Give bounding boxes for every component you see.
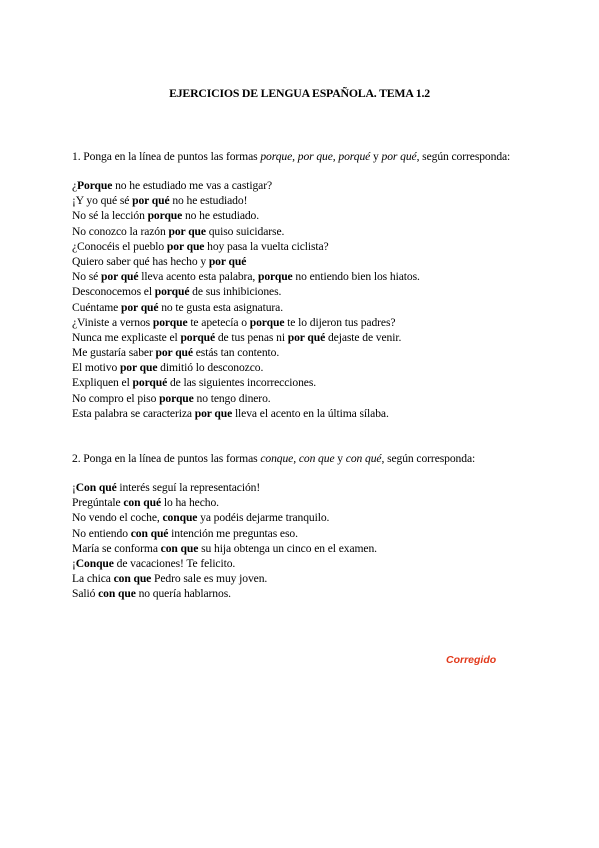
italic-term: porque, por que, porqué bbox=[260, 150, 371, 163]
text-run: No compro el piso bbox=[72, 391, 160, 405]
text-run: no quería hablarnos. bbox=[135, 587, 231, 601]
text-run: Me gustaría saber bbox=[72, 346, 156, 360]
text-run: 1. Ponga en la línea de puntos las formas bbox=[72, 150, 261, 163]
text-run: ¡ bbox=[72, 481, 76, 494]
text-run: No sé la lección bbox=[72, 209, 148, 223]
text-run: de tus penas ni bbox=[215, 330, 288, 344]
text-run: intención me preguntas eso. bbox=[168, 526, 298, 540]
answer-word: con que bbox=[113, 572, 152, 586]
text-run: Expliquen el bbox=[72, 376, 133, 390]
text-run: ¿Viniste a vernos bbox=[72, 315, 153, 329]
answer-word: porque bbox=[249, 315, 285, 329]
exercise-sentence bbox=[72, 526, 542, 541]
text-run: No entiendo bbox=[72, 526, 131, 540]
answer-word: con qué bbox=[130, 526, 169, 540]
answer-word: porqué bbox=[132, 376, 168, 390]
exercise-sentence bbox=[72, 208, 542, 223]
exercise-sentence bbox=[72, 239, 542, 254]
answer-word: Con qué bbox=[75, 481, 117, 494]
text-run: ¡ bbox=[72, 556, 76, 570]
text-run: de las siguientes incorrecciones. bbox=[167, 376, 317, 390]
exercise-sentence bbox=[72, 495, 542, 510]
exercise-sentence bbox=[72, 178, 542, 193]
text-run: La chica bbox=[72, 572, 114, 586]
text-run: interés seguí la representación! bbox=[116, 481, 261, 494]
exercise-sentence bbox=[72, 224, 542, 239]
answer-word: con qué bbox=[123, 496, 162, 510]
exercise-sentence bbox=[72, 254, 542, 269]
text-run: El motivo bbox=[72, 361, 120, 375]
text-run: ¿Conocéis el pueblo bbox=[72, 239, 167, 253]
corrected-stamp: Corregido bbox=[446, 654, 497, 666]
text-run: Desconocemos el bbox=[72, 285, 155, 299]
exercise-sentence bbox=[72, 315, 542, 330]
exercise-sentence bbox=[72, 375, 542, 390]
answer-word: por qué bbox=[155, 346, 193, 360]
text-run: María se conforma bbox=[72, 541, 161, 555]
text-run: y bbox=[370, 150, 382, 163]
text-run: Esta palabra se caracteriza bbox=[72, 406, 195, 420]
text-run: Salió bbox=[72, 587, 99, 601]
exercise-sentence bbox=[72, 391, 542, 406]
exercise-2-sentences bbox=[72, 480, 542, 602]
text-run: no he estudiado me vas a castigar? bbox=[112, 179, 273, 192]
document-title: EJERCICIOS DE LENGUA ESPAÑOLA. TEMA 1.2 bbox=[169, 86, 430, 100]
text-run: , según corresponda: bbox=[416, 150, 511, 163]
text-run: No vendo el coche, bbox=[72, 511, 163, 525]
exercise-sentence bbox=[72, 330, 542, 345]
text-run: lo ha hecho. bbox=[161, 496, 219, 510]
exercise-sentence bbox=[72, 284, 542, 299]
exercise-1-sentences bbox=[72, 178, 542, 421]
text-run: dimitió lo desconozco. bbox=[157, 361, 264, 375]
text-run: hoy pasa la vuelta ciclista? bbox=[204, 239, 329, 253]
answer-word: por qué bbox=[121, 300, 159, 314]
text-run: no tengo dinero. bbox=[193, 391, 271, 405]
text-run: no he estudiado. bbox=[182, 209, 260, 223]
text-run: Quiero saber qué has hecho y bbox=[72, 254, 209, 268]
answer-word: porque bbox=[152, 315, 188, 329]
text-run: lleva el acento en la última sílaba. bbox=[232, 406, 389, 420]
italic-term: con qué bbox=[345, 452, 382, 465]
exercise-sentence bbox=[72, 360, 542, 375]
exercise-sentence bbox=[72, 586, 542, 601]
italic-term: por qué bbox=[381, 150, 417, 163]
text-run: lleva acento esta palabra, bbox=[138, 270, 258, 284]
answer-word: por qué bbox=[101, 270, 139, 284]
text-run: ¡Y yo qué sé bbox=[72, 194, 133, 208]
text-run: te lo dijeron tus padres? bbox=[284, 315, 396, 329]
exercise-2-instruction bbox=[72, 452, 475, 465]
text-run: Pedro sale es muy joven. bbox=[151, 572, 268, 586]
exercise-1-instruction bbox=[72, 150, 510, 163]
answer-word: por que bbox=[119, 361, 158, 375]
text-run: No conozco la razón bbox=[72, 224, 169, 238]
exercise-sentence bbox=[72, 269, 542, 284]
exercise-sentence bbox=[72, 541, 542, 556]
answer-word: porque bbox=[159, 391, 194, 405]
exercise-sentence bbox=[72, 556, 542, 571]
exercise-sentence bbox=[72, 300, 542, 315]
text-run: quiso suicidarse. bbox=[205, 224, 285, 238]
exercise-sentence bbox=[72, 480, 542, 495]
italic-term: conque, con que bbox=[260, 452, 335, 465]
answer-word: por que bbox=[168, 224, 206, 238]
text-run: No sé bbox=[72, 270, 102, 284]
answer-word: porqué bbox=[154, 285, 190, 299]
answer-word: por que bbox=[194, 406, 233, 420]
exercise-sentence bbox=[72, 510, 542, 525]
text-run: no he estudiado! bbox=[169, 194, 248, 208]
text-run: ya podéis dejarme tranquilo. bbox=[197, 511, 330, 525]
answer-word: por qué bbox=[287, 330, 326, 344]
text-run: Nunca me explicaste el bbox=[72, 330, 181, 344]
answer-word: porque bbox=[147, 209, 183, 223]
exercise-sentence bbox=[72, 193, 542, 208]
text-run: te apetecía o bbox=[187, 315, 250, 329]
answer-word: Conque bbox=[75, 556, 114, 570]
text-run: dejaste de venir. bbox=[325, 330, 402, 344]
answer-word: Porque bbox=[77, 179, 113, 192]
answer-word: por qué bbox=[208, 254, 247, 268]
text-run: estás tan contento. bbox=[192, 346, 280, 360]
answer-word: conque bbox=[162, 511, 198, 525]
text-run: Cuéntame bbox=[72, 300, 122, 314]
text-run: y bbox=[334, 452, 346, 465]
text-run: ¿ bbox=[72, 179, 78, 192]
text-run: Pregúntale bbox=[72, 496, 124, 510]
answer-word: por qué bbox=[132, 194, 170, 208]
answer-word: por que bbox=[166, 239, 205, 253]
text-run: su hija obtenga un cinco en el examen. bbox=[198, 541, 377, 555]
text-run: de sus inhibiciones. bbox=[189, 285, 282, 299]
exercise-sentence bbox=[72, 571, 542, 586]
answer-word: con que bbox=[98, 587, 136, 601]
text-run: 2. Ponga en la línea de puntos las formas bbox=[72, 452, 261, 465]
exercise-sentence bbox=[72, 406, 542, 421]
answer-word: porque bbox=[257, 270, 293, 284]
exercise-sentence bbox=[72, 345, 542, 360]
text-run: de vacaciones! Te felicito. bbox=[113, 556, 236, 570]
text-run: , según corresponda: bbox=[381, 452, 476, 465]
answer-word: con que bbox=[160, 541, 199, 555]
text-run: no entiendo bien los hiatos. bbox=[292, 270, 420, 284]
text-run: no te gusta esta asignatura. bbox=[158, 300, 284, 314]
answer-word: porqué bbox=[180, 330, 216, 344]
